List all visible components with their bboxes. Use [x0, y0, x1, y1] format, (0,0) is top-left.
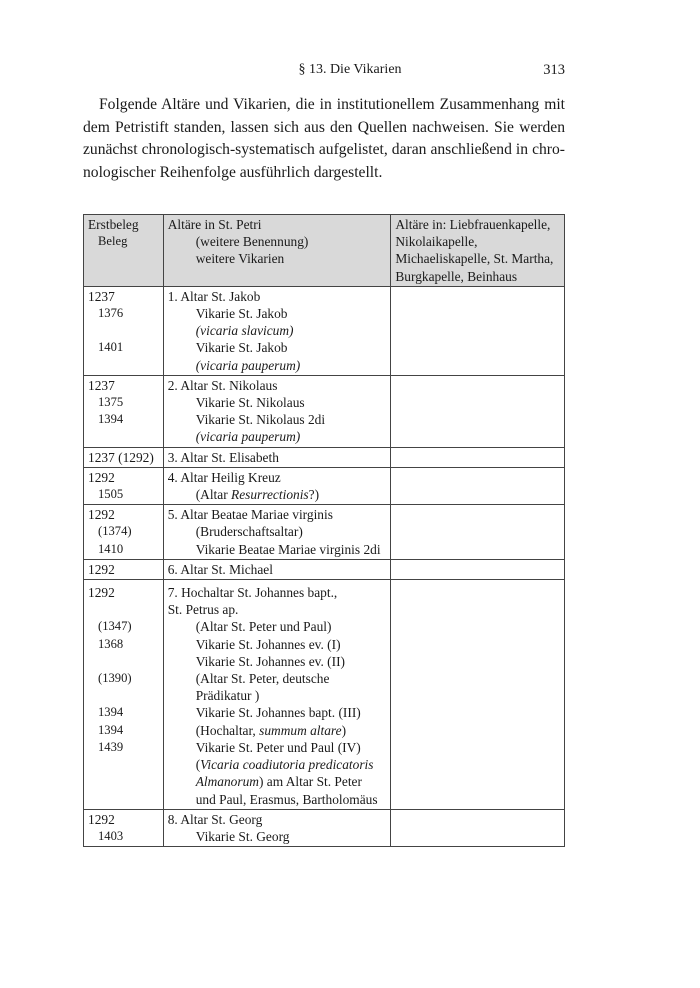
- alt-name: (vicaria pauperum): [195, 357, 301, 373]
- intro-line: Folgende Altäre und Vikarien, die in institutionellem Zusammenhang mit: [99, 96, 565, 113]
- altar-name: 4. Altar Heilig Kreuz: [167, 469, 281, 485]
- chapel-cell: [391, 809, 565, 846]
- year-cell: [84, 467, 164, 504]
- year: 1292: [88, 469, 115, 485]
- header-text: Altäre in: Liebfrauenkapelle,: [395, 217, 551, 232]
- year-cell: [84, 580, 164, 810]
- year: 1439: [98, 739, 124, 754]
- year: 1292: [88, 507, 115, 523]
- text: Resurrectionis: [231, 487, 309, 503]
- altar-name: 8. Altar St. Georg: [167, 811, 263, 827]
- alt-name: (vicaria pauperum): [195, 429, 301, 445]
- year: 1394: [98, 412, 124, 427]
- year: [88, 428, 159, 445]
- chapel-cell: [391, 467, 565, 504]
- altar-name: 5. Altar Beatae Mariae virginis: [167, 507, 333, 523]
- table-row: [84, 809, 565, 846]
- chapel-cell: [391, 580, 565, 810]
- year-cell: [84, 559, 164, 579]
- header-text: Michaeliskapelle, St. Martha,: [395, 251, 554, 267]
- year: 1375: [98, 395, 124, 410]
- header-text: Nikolaikapelle,: [395, 234, 478, 250]
- altar-name: St. Petrus ap.: [167, 602, 239, 618]
- year-cell: [84, 447, 164, 467]
- alt-name: [168, 756, 387, 773]
- text: (: [195, 757, 201, 773]
- vicarage-name: Vikarie St. Johannes ev. (I): [195, 636, 341, 652]
- year: 1403: [98, 828, 124, 843]
- year: [88, 601, 159, 618]
- altar-name: 6. Altar St. Michael: [167, 561, 273, 577]
- year: 1237 (1292): [88, 449, 154, 465]
- vicarage-name: Vikarie St. Georg: [195, 828, 290, 844]
- alt-name: [168, 773, 387, 790]
- text: ?): [308, 487, 320, 503]
- year-cell: [84, 505, 164, 560]
- year-cell: [84, 375, 164, 447]
- text: (Hochaltar,: [195, 722, 260, 738]
- altar-cell: [163, 375, 391, 447]
- altar-cell: [163, 809, 391, 846]
- header-text: weitere Vikarien: [195, 251, 285, 267]
- table-row: [84, 580, 565, 810]
- altar-cell: [163, 505, 391, 560]
- alt-name: [168, 722, 387, 739]
- altar-cell: [163, 286, 391, 375]
- vikarien-table: [83, 214, 565, 847]
- chapel-cell: [391, 559, 565, 579]
- vicarage-name: Vikarie St. Peter und Paul (IV): [195, 739, 361, 755]
- altar-cell: [163, 447, 391, 467]
- vicarage-name: Vikarie St. Johannes bapt. (III): [195, 705, 361, 721]
- year-cell: [84, 286, 164, 375]
- year: 1237: [88, 377, 115, 393]
- altar-name: 1. Altar St. Jakob: [167, 288, 261, 304]
- chapel-cell: [391, 375, 565, 447]
- year: 1237: [88, 288, 115, 304]
- header-cell-years: [84, 215, 164, 287]
- text: summum altare: [259, 722, 342, 738]
- text: ) am Altar St. Peter: [258, 774, 362, 790]
- chapel-cell: [391, 286, 565, 375]
- vicarage-name: Vikarie St. Nikolaus: [195, 395, 305, 411]
- year: [88, 357, 159, 374]
- header-cell-altars-st-petri: [163, 215, 391, 287]
- year: 1394: [98, 722, 124, 737]
- year: 1292: [88, 585, 115, 601]
- table-header-row: [84, 215, 565, 287]
- header-cell-other-chapels: [391, 215, 565, 287]
- vicarage-name: Vikarie St. Johannes ev. (II): [195, 653, 345, 669]
- altar-name: 2. Altar St. Nikolaus: [167, 377, 278, 393]
- altar-cell: [163, 559, 391, 579]
- table-row: [84, 375, 565, 447]
- vicarage-name: Vikarie St. Jakob: [195, 340, 288, 356]
- running-head: [0, 62, 700, 82]
- alt-name: (Altar St. Peter, deutsche: [195, 671, 330, 687]
- year: (1390): [98, 671, 132, 686]
- year: (1374): [98, 524, 132, 539]
- year: [88, 687, 159, 704]
- header-text: Beleg: [98, 234, 128, 249]
- intro-line: zunächst chronologisch-systematisch aufgelistet, daran anschließend in chro-: [83, 141, 565, 158]
- header-text: Altäre in St. Petri: [167, 217, 262, 232]
- chapel-cell: [391, 505, 565, 560]
- alt-name: (Altar St. Peter und Paul): [195, 619, 332, 635]
- text: Almanorum: [195, 774, 259, 790]
- table-row: [84, 505, 565, 560]
- header-text: (weitere Benennung): [195, 234, 309, 250]
- running-title: § 13. Die Vikarien: [298, 62, 402, 77]
- chapel-cell: [391, 447, 565, 467]
- vicarage-name: Vikarie St. Nikolaus 2di: [195, 412, 326, 428]
- table-row: [84, 286, 565, 375]
- altar-name: 7. Hochaltar St. Johannes bapt.,: [167, 585, 338, 601]
- text: Vicaria coadiutoria predicatoris: [200, 757, 374, 773]
- alt-name: (Bruderschaftsaltar): [195, 524, 303, 540]
- alt-name: Prädikatur ): [195, 688, 260, 704]
- alt-name: [168, 486, 387, 503]
- vicarage-name: Vikarie St. Jakob: [195, 306, 288, 322]
- table-row: [84, 559, 565, 579]
- header-text: Erstbeleg: [88, 217, 139, 232]
- year: (1347): [98, 619, 132, 634]
- year: [88, 322, 159, 339]
- year: 1505: [98, 487, 124, 502]
- year: 1401: [98, 340, 124, 355]
- alt-name: und Paul, Erasmus, Bartholomäus: [195, 791, 378, 807]
- alt-name: (vicaria slavicum): [195, 323, 294, 339]
- header-text: Burgkapelle, Beinhaus: [395, 268, 518, 284]
- table-row: [84, 447, 565, 467]
- intro-line: nologischer Reihenfolge ausführlich dargestellt.: [83, 163, 383, 181]
- year: 1292: [88, 811, 115, 827]
- year-cell: [84, 809, 164, 846]
- year: 1292: [88, 561, 115, 577]
- text: ): [341, 722, 347, 738]
- year: [88, 653, 159, 670]
- text: (Altar: [195, 487, 232, 503]
- intro-paragraph: [83, 94, 565, 184]
- vicarage-name: Vikarie Beatae Mariae virginis 2di: [195, 541, 381, 557]
- year: 1376: [98, 306, 124, 321]
- year: 1368: [98, 636, 124, 651]
- year: 1410: [98, 541, 124, 556]
- page-number: 313: [543, 62, 565, 78]
- altar-name: 3. Altar St. Elisabeth: [167, 449, 279, 465]
- table-row: [84, 467, 565, 504]
- intro-line: dem Petristift standen, lassen sich aus den Quellen nachweisen. Sie werden: [83, 118, 565, 136]
- year: 1394: [98, 705, 124, 720]
- altar-cell: [163, 580, 391, 810]
- altar-cell: [163, 467, 391, 504]
